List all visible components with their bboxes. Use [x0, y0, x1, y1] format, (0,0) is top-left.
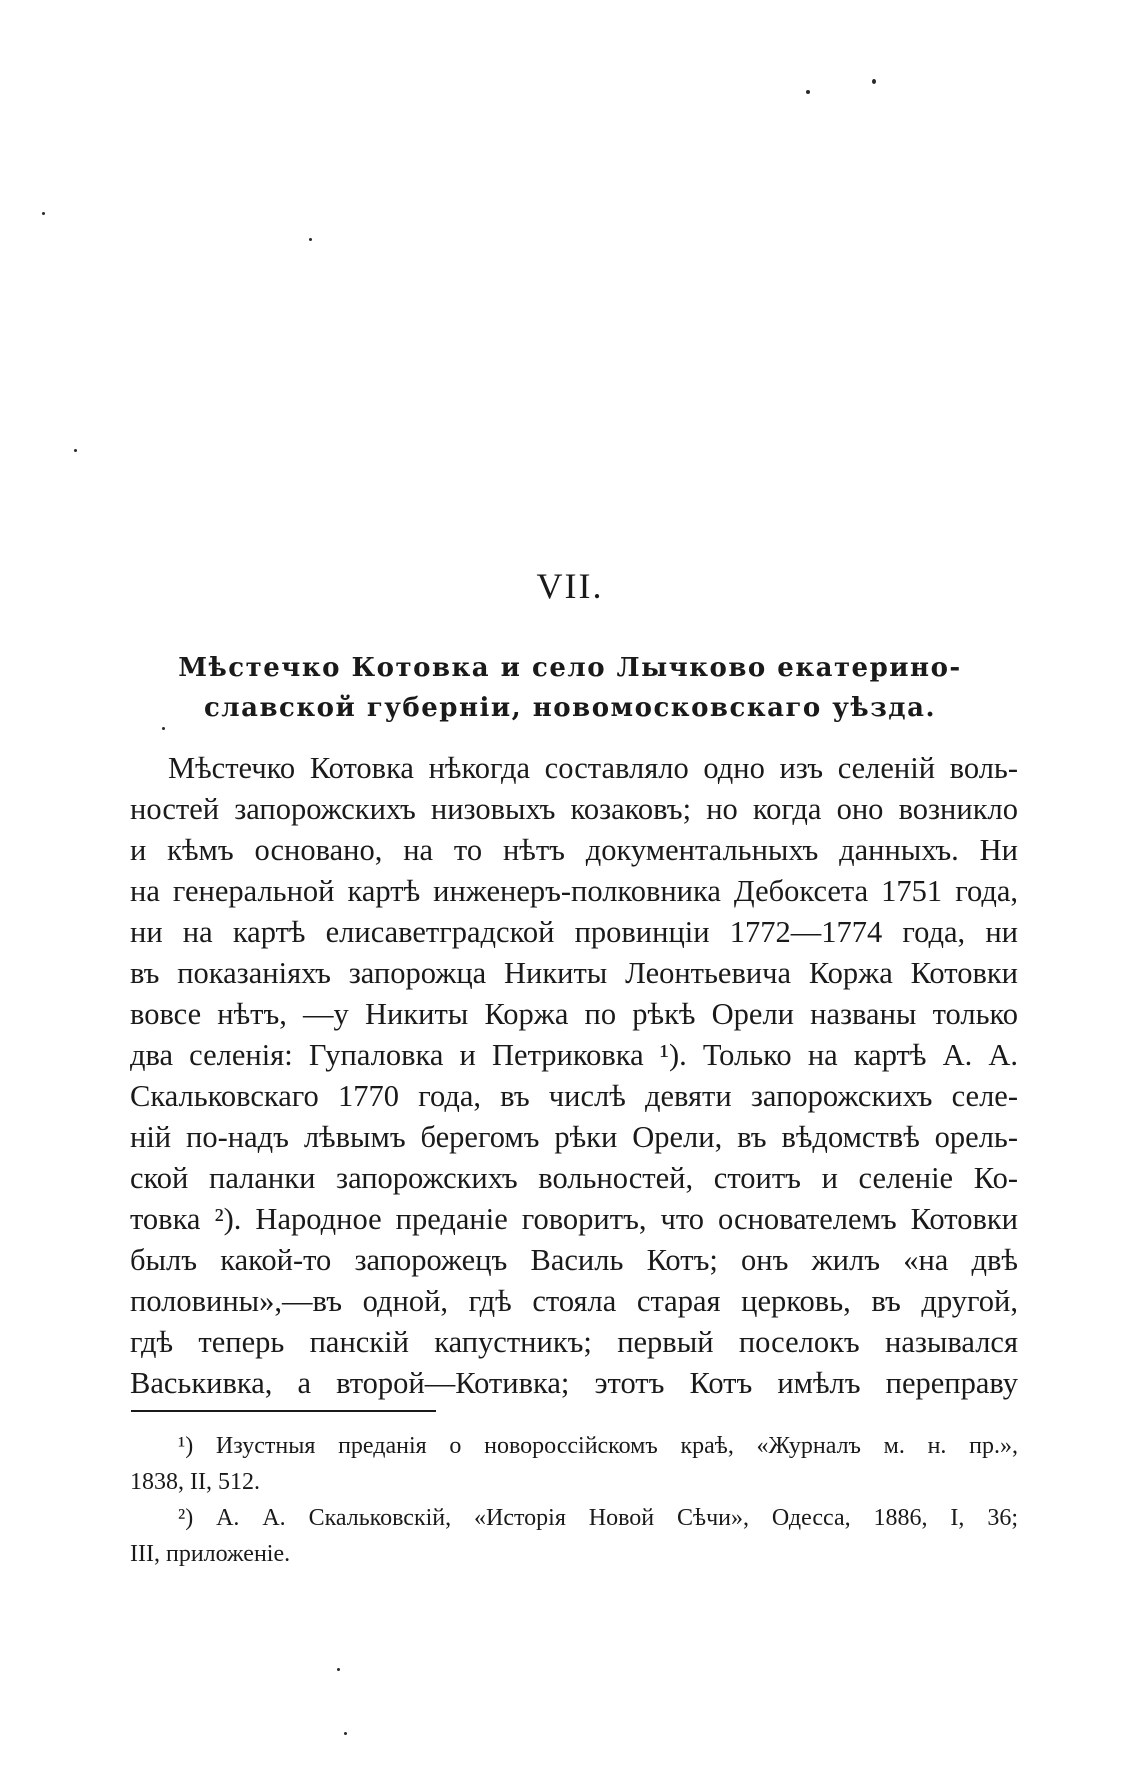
scan-speck	[74, 449, 77, 452]
body-paragraph	[130, 748, 1018, 1404]
body-line: Васькивка, а второй—Котивка; этотъ Котъ имѣлъ переправу	[130, 1366, 1018, 1400]
body-line: въ показаніяхъ запорожца Никиты Леонтьевича Коржа Котовки	[130, 956, 1018, 990]
body-line: Скальковскаго 1770 года, въ числѣ девяти запорожскихъ селе-	[130, 1079, 1018, 1113]
body-line: товка ²). Народное преданіе говоритъ, что основателемъ Котовки	[130, 1202, 1018, 1236]
chapter-number: VII.	[536, 566, 604, 606]
chapter-title-line: Мѣстечко Котовка и село Лычково екатерино-	[178, 653, 962, 683]
body-line: ностей запорожскихъ низовыхъ козаковъ; но когда оно возникло	[130, 792, 1018, 826]
body-line: на генеральной картѣ инженеръ-полковника Дебоксета 1751 года,	[130, 874, 1018, 908]
body-line: ни на картѣ елисаветградской провинціи 1772—1774 года, ни	[130, 915, 1018, 949]
scan-speck	[309, 238, 312, 241]
chapter-title	[130, 648, 1010, 728]
chapter-title-line: славской губерніи, новомосковскаго уѣзда.	[203, 693, 937, 723]
scan-speck	[337, 1668, 340, 1671]
body-line: ской паланки запорожскихъ вольностей, стоитъ и селеніе Ко-	[130, 1161, 1018, 1195]
footnote-line: III, приложеніе.	[130, 1541, 291, 1567]
body-line: вовсе нѣтъ, —у Никиты Коржа по рѣкѣ Орели названы только	[130, 997, 1018, 1031]
body-line: ній по-надъ лѣвымъ берегомъ рѣки Орели, въ вѣдомствѣ орель-	[130, 1120, 1018, 1154]
body-line: Мѣстечко Котовка нѣкогда составляло одно изъ селеній воль-	[168, 751, 1018, 785]
footnote-line: 1838, II, 512.	[130, 1469, 260, 1495]
scan-speck	[42, 212, 45, 215]
body-line: гдѣ теперь панскій капустникъ; первый поселокъ назывался	[130, 1325, 1018, 1359]
scan-speck	[806, 90, 810, 94]
footnote-line: ¹) Изустныя преданія о новороссійскомъ краѣ, «Журналъ м. н. пр.»,	[178, 1433, 1018, 1459]
body-line: половины»,—въ одной, гдѣ стояла старая церковь, въ другой,	[130, 1284, 1018, 1318]
footnote-separator	[131, 1410, 436, 1412]
footnote-line: ²) А. А. Скальковскій, «Исторія Новой Сѣчи», Одесса, 1886, I, 36;	[178, 1505, 1018, 1531]
body-line: два селенія: Гупаловка и Петриковка ¹). Только на картѣ А. А.	[130, 1038, 1018, 1072]
body-line: и кѣмъ основано, на то нѣтъ документальныхъ данныхъ. Ни	[130, 833, 1018, 867]
body-line: былъ какой-то запорожецъ Василь Котъ; онъ жилъ «на двѣ	[130, 1243, 1018, 1277]
scan-speck	[344, 1732, 347, 1735]
footnotes	[130, 1428, 1018, 1572]
scan-speck	[872, 79, 876, 84]
